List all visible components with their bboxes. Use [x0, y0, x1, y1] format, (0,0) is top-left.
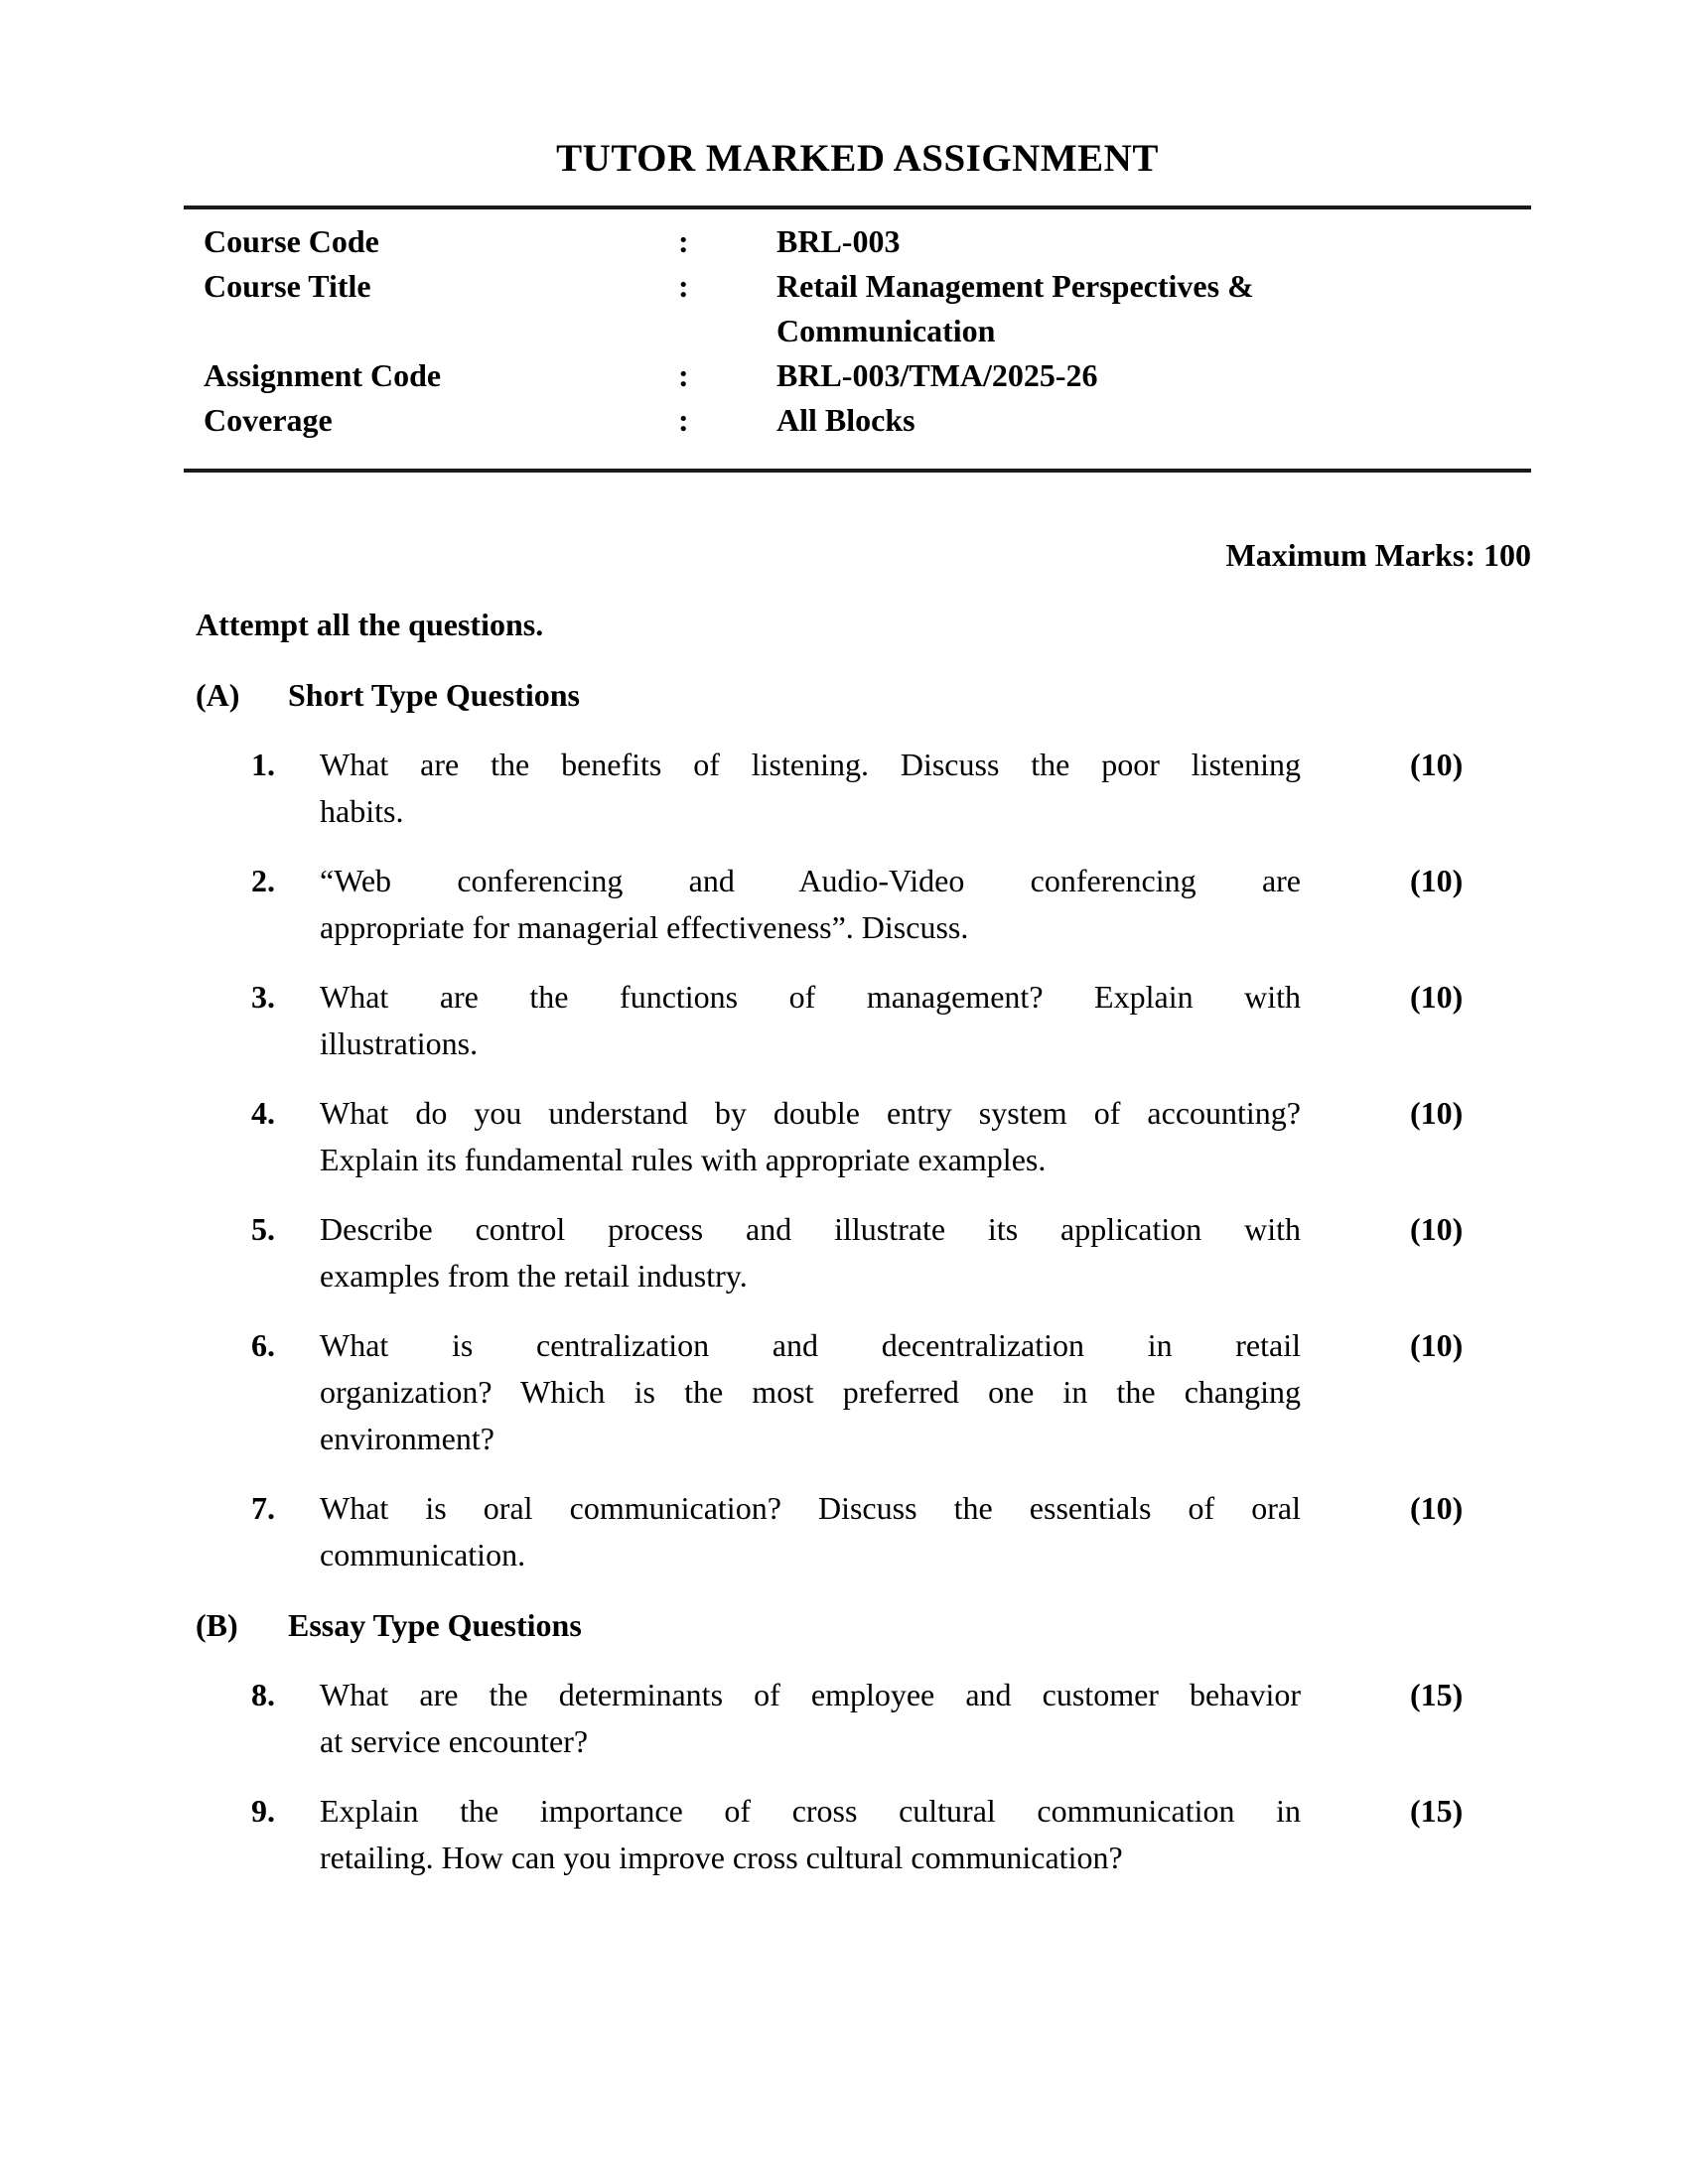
section-label: (A) [196, 677, 240, 713]
question-item-2 [251, 858, 1531, 951]
divider-top [184, 205, 1531, 209]
question-text [320, 1322, 1301, 1462]
question-number: 4. [251, 1095, 275, 1131]
question-line: at service encounter? [320, 1723, 589, 1759]
question-line: environment? [320, 1421, 494, 1456]
question-number: 2. [251, 863, 275, 898]
info-value [776, 219, 1531, 264]
question-marks: (15) [1410, 1677, 1464, 1712]
section-label: (B) [196, 1607, 238, 1643]
table-row-course-title [204, 264, 1531, 353]
question-marks: (10) [1410, 747, 1464, 782]
section-title: Essay Type Questions [288, 1607, 582, 1643]
info-label: Course Code [204, 223, 379, 259]
question-number: 6. [251, 1327, 275, 1363]
divider-bottom [184, 469, 1531, 473]
course-info-table [204, 219, 1531, 443]
question-text [320, 974, 1301, 1067]
question-line: communication. [320, 1537, 526, 1572]
question-text [320, 1485, 1301, 1578]
info-value [776, 264, 1531, 353]
question-item-9 [251, 1788, 1531, 1881]
question-marks: (10) [1410, 1211, 1464, 1247]
page-title: TUTOR MARKED ASSIGNMENT [556, 137, 1159, 180]
question-line: Describe control process and illustrate its application with [320, 1211, 1301, 1247]
question-item-3 [251, 974, 1531, 1067]
question-marks: (10) [1410, 1095, 1464, 1131]
info-label: Assignment Code [204, 357, 442, 393]
question-line: appropriate for managerial effectiveness”. Discuss. [320, 909, 969, 945]
question-line: Explain its fundamental rules with appropriate examples. [320, 1142, 1047, 1177]
question-item-7 [251, 1485, 1531, 1578]
question-item-8 [251, 1672, 1531, 1765]
section-a-heading [196, 672, 1531, 719]
section-title: Short Type Questions [288, 677, 580, 713]
table-row-assignment-code [204, 353, 1531, 398]
question-line: What are the determinants of employee and customer behavior [320, 1677, 1301, 1712]
question-marks: (10) [1410, 979, 1464, 1015]
info-colon: : [678, 357, 689, 393]
info-label: Course Title [204, 268, 371, 304]
info-label: Coverage [204, 402, 333, 438]
question-text [320, 1788, 1301, 1881]
question-text [320, 1672, 1301, 1765]
question-line: What is centralization and decentralization in retail [320, 1327, 1301, 1363]
question-number: 3. [251, 979, 275, 1015]
question-line: What do you understand by double entry system of accounting? [320, 1095, 1301, 1131]
max-marks-label: Maximum Marks: 100 [1225, 537, 1531, 573]
question-marks: (10) [1410, 1327, 1464, 1363]
question-number: 9. [251, 1793, 275, 1829]
table-row-course-code [204, 219, 1531, 264]
question-line: Explain the importance of cross cultural communication in [320, 1793, 1301, 1829]
info-value-line: BRL-003 [776, 223, 901, 259]
question-line: “Web conferencing and Audio-Video conferencing are [320, 863, 1301, 898]
question-number: 5. [251, 1211, 275, 1247]
info-value-line: BRL-003/TMA/2025-26 [776, 357, 1098, 393]
question-line: retailing. How can you improve cross cultural communication? [320, 1840, 1123, 1875]
info-colon: : [678, 268, 689, 304]
info-value-line: Retail Management Perspectives & [776, 268, 1254, 304]
question-text [320, 858, 1301, 951]
question-item-4 [251, 1090, 1531, 1183]
question-item-1 [251, 742, 1531, 835]
question-line: What is oral communication? Discuss the essentials of oral [320, 1490, 1301, 1526]
question-line: habits. [320, 793, 404, 829]
question-item-5 [251, 1206, 1531, 1299]
question-marks: (15) [1410, 1793, 1464, 1829]
table-row-coverage [204, 398, 1531, 443]
question-text [320, 1206, 1301, 1299]
info-value-line: All Blocks [776, 402, 915, 438]
question-text [320, 742, 1301, 835]
question-line: illustrations. [320, 1025, 479, 1061]
question-item-6 [251, 1322, 1531, 1462]
info-value [776, 353, 1531, 398]
question-line: examples from the retail industry. [320, 1258, 748, 1294]
attempt-note: Attempt all the questions. [196, 607, 544, 642]
question-line: What are the functions of management? Explain with [320, 979, 1301, 1015]
question-number: 7. [251, 1490, 275, 1526]
question-number: 8. [251, 1677, 275, 1712]
question-number: 1. [251, 747, 275, 782]
question-marks: (10) [1410, 863, 1464, 898]
question-marks: (10) [1410, 1490, 1464, 1526]
question-line: What are the benefits of listening. Discuss the poor listening [320, 747, 1301, 782]
info-colon: : [678, 223, 689, 259]
info-colon: : [678, 402, 689, 438]
info-value [776, 398, 1531, 443]
info-value-line: Communication [776, 313, 996, 348]
question-line: organization? Which is the most preferred one in the changing [320, 1374, 1301, 1410]
section-b-heading [196, 1602, 1531, 1649]
question-text [320, 1090, 1301, 1183]
